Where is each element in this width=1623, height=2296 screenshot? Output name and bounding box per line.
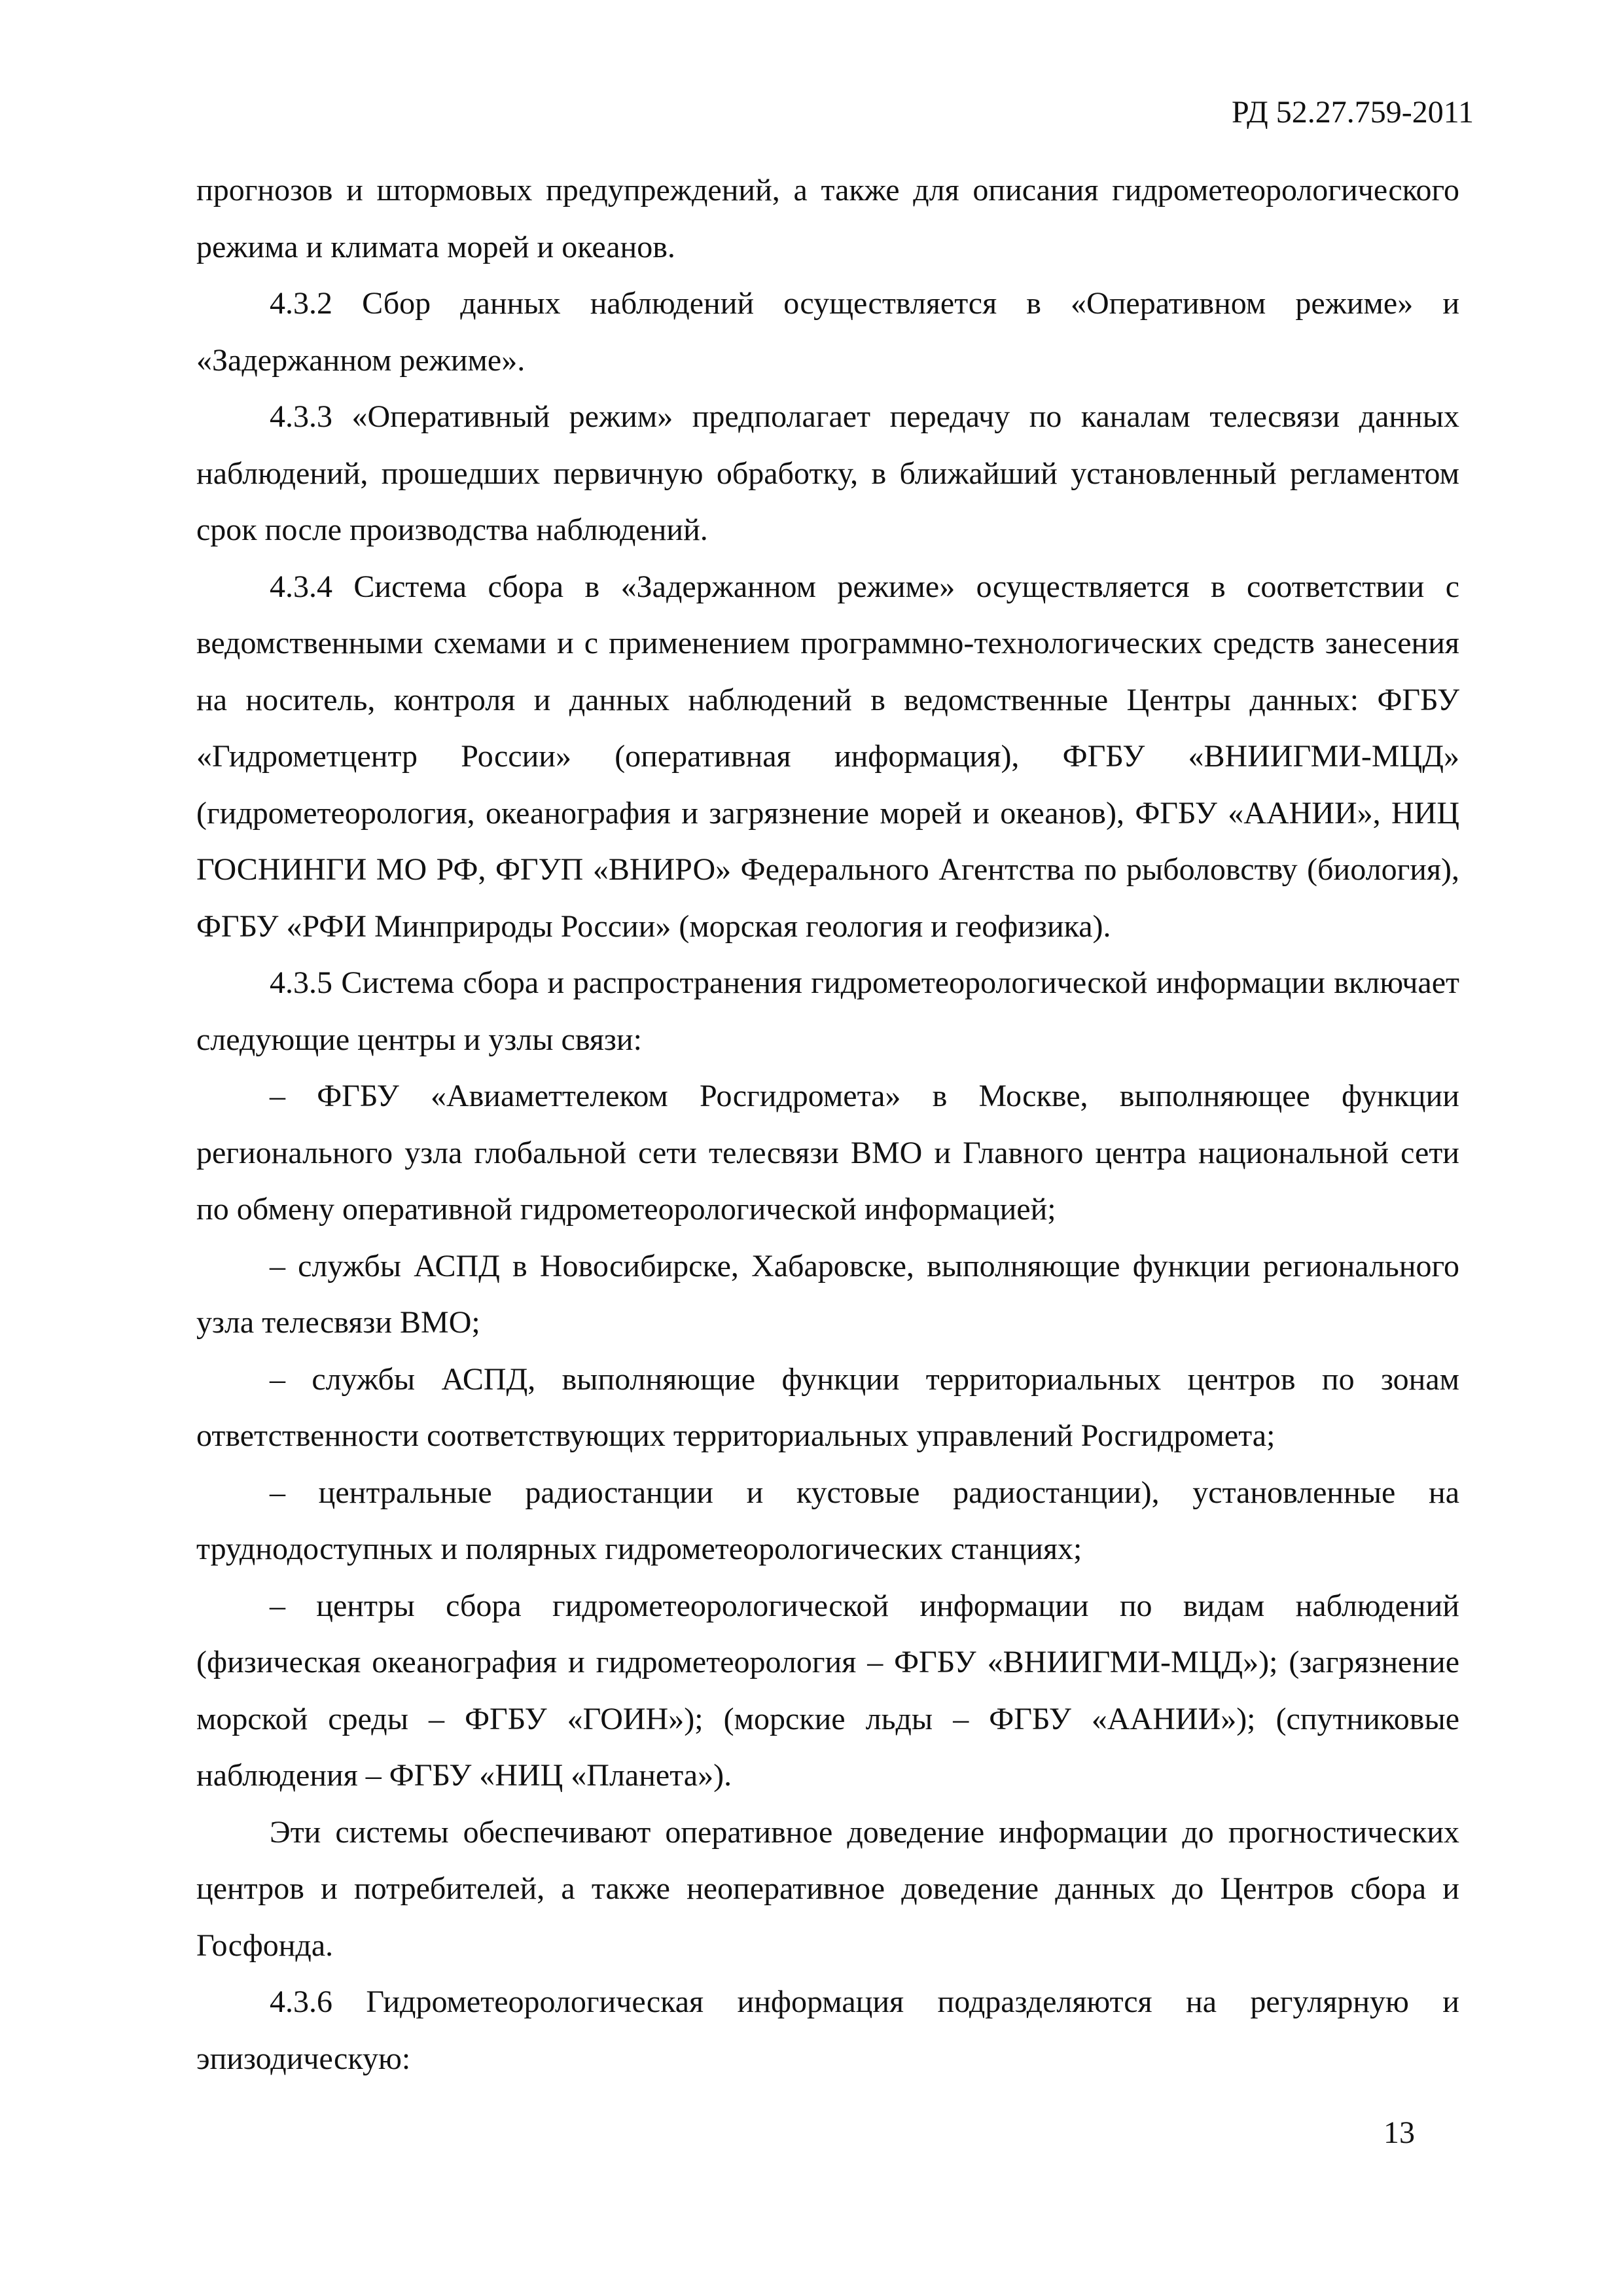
paragraph-4-3-5: 4.3.5 Система сбора и распространения гидрометеорологической информации включает следующие центры и узлы связи: [196, 965, 1459, 1057]
document-code-header: РД 52.27.759-2011 [1231, 95, 1474, 130]
list-item-collection-centers: – центры сбора гидрометеорологической информации по видам наблюдений (физическая океанография и гидрометеорология – ФГБУ «ВНИИГМИ-МЦД»); (загрязнение морской среды – ФГБУ «ГОИН»); (морские льды – ФГБУ «ААНИИ»); (спутниковые наблюдения – ФГБУ «НИЦ «Планета»). [196, 1588, 1459, 1793]
paragraph-systems-summary: Эти системы обеспечивают оперативное доведение информации до прогностических центров и потребителей, а также неоперативное доведение данных до Центров сбора и Госфонда. [196, 1814, 1459, 1963]
list-item-radio-stations: – центральные радиостанции и кустовые радиостанции), установленные на труднодоступных и полярных гидрометеорологических станциях; [196, 1475, 1459, 1566]
paragraph-4-3-6: 4.3.6 Гидрометеорологическая информация подразделяются на регулярную и эпизодическую: [196, 1984, 1459, 2076]
list-item-aspd-territorial: – службы АСПД, выполняющие функции территориальных центров по зонам ответственности соответствующих территориальных управлений Росгидромета; [196, 1361, 1459, 1453]
list-item-avia: – ФГБУ «Авиаметтелеком Росгидромета» в Москве, выполняющее функции регионального узла глобальной сети телесвязи ВМО и Главного центра национальной сети по обмену оперативной гидрометеорологической информацией; [196, 1079, 1459, 1227]
paragraph-4-3-3: 4.3.3 «Оперативный режим» предполагает передачу по каналам телесвязи данных наблюдений, прошедших первичную обработку, в ближайший установленный регламентом срок после производства наблюдений. [196, 399, 1459, 547]
paragraph-continuation: прогнозов и штормовых предупреждений, а также для описания гидрометеорологического режима и климата морей и океанов. [196, 173, 1459, 264]
paragraph-4-3-4: 4.3.4 Система сбора в «Задержанном режиме» осуществляется в соответствии с ведомственными схемами и с применением программно-технологических средств занесения на носитель, контроля и данных наблюдений в ведомственные Центры данных: ФГБУ «Гидрометцентр России» (оперативная информация), ФГБУ «ВНИИГМИ-МЦД» (гидрометеорология, океанография и загрязнение морей и океанов), ФГБУ «ААНИИ», НИЦ ГОСНИНГИ МО РФ, ФГУП «ВНИРО» Федерального Агентства по рыболовству (биология), ФГБУ «РФИ Минприроды России» (морская геология и геофизика). [196, 569, 1459, 944]
page-number: 13 [1383, 2115, 1415, 2150]
paragraph-4-3-2: 4.3.2 Сбор данных наблюдений осуществляется в «Оперативном режиме» и «Задержанном режиме». [196, 286, 1459, 378]
list-item-aspd-regional: – службы АСПД в Новосибирске, Хабаровске, выполняющие функции регионального узла телесвязи ВМО; [196, 1248, 1459, 1340]
document-body [196, 162, 1459, 2087]
